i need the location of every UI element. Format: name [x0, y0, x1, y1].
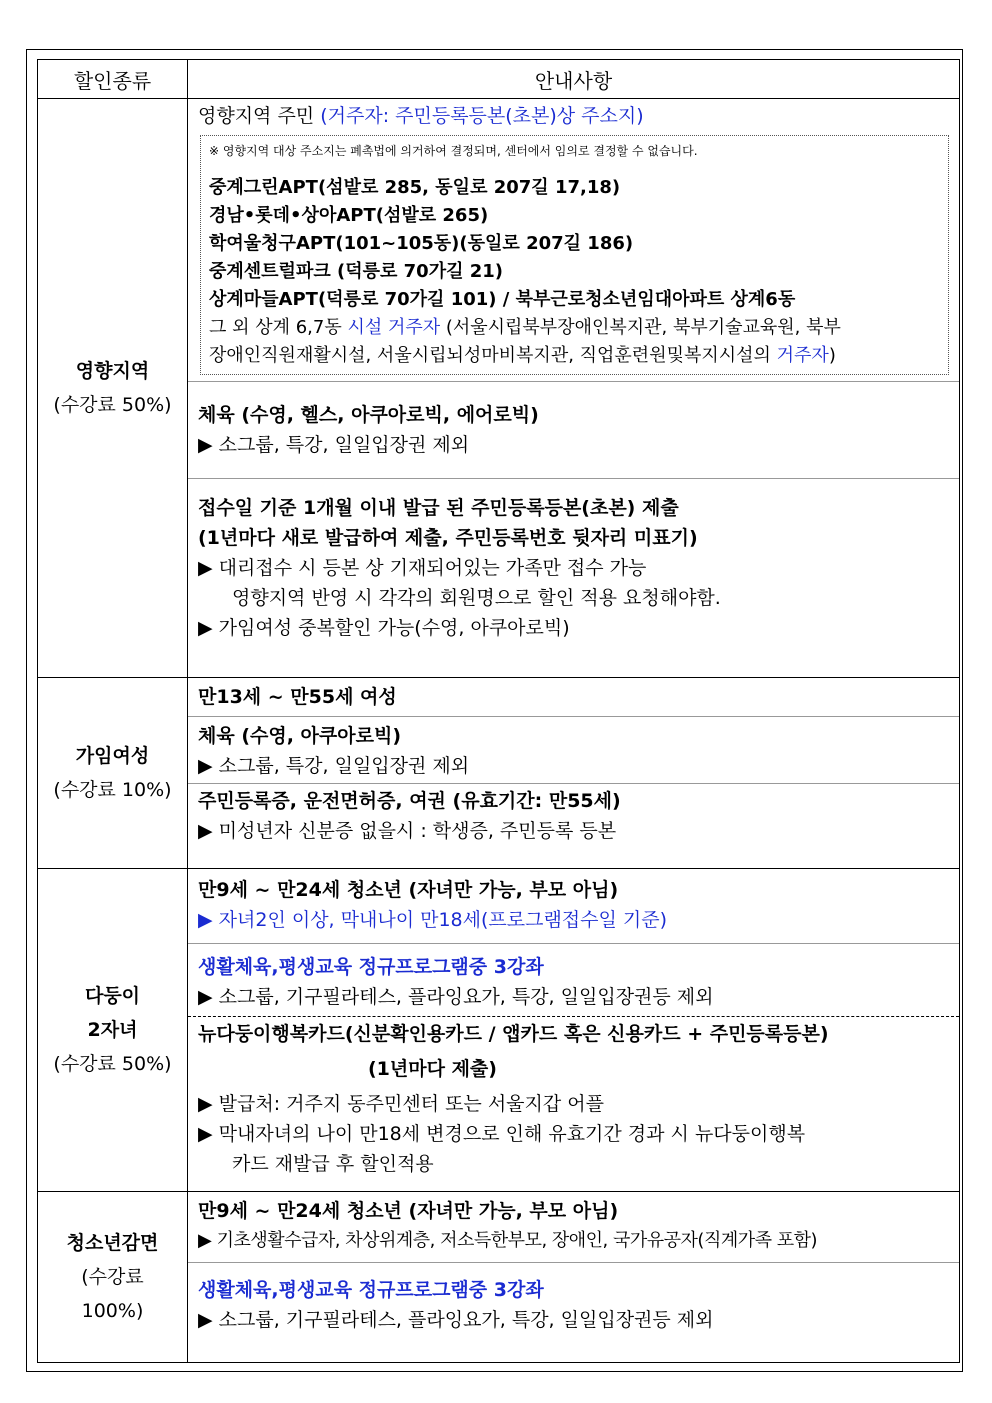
multi-prog-excl: ▶ 소그룹, 기구필라테스, 플라잉요가, 특강, 일일입장권등 제외 [198, 982, 949, 1012]
address-item: 상계마들APT(덕릉로 70가길 101) / 북부근로청소년임대아파트 상계6동 [209, 289, 796, 310]
address-item: 학여울청구APT(101~105동)(동일로 207길 186) [209, 233, 634, 254]
resident-note: (거주자: 주민등록등본(초본)상 주소지) [320, 105, 644, 127]
other-b: 시설 거주자 [347, 317, 441, 338]
youth-age-block [188, 1192, 959, 1262]
doc-line-5: ▶ 가임여성 중복할인 가능(수영, 아쿠아로빅) [198, 613, 949, 643]
affected-doc-block [188, 478, 959, 653]
affected-resident-block [188, 99, 959, 131]
multi-card-3: ▶ 발급처: 거주지 동주민센터 또는 서울지갑 어플 [198, 1089, 949, 1119]
youth-prog-block [188, 1262, 959, 1343]
row-multi [38, 869, 960, 1192]
women-content-cell [188, 678, 960, 869]
women-id-block [188, 783, 959, 850]
other-c: (서울시립북부장애인복지관, 북부기술교육원, 북부 [440, 317, 841, 338]
multi-prog-block [188, 943, 959, 1016]
women-title: 가임여성 [75, 745, 150, 767]
address-item: 경남•롯데•상아APT(섬밭로 265) [209, 205, 489, 226]
affected-sport-excl: ▶ 소그룹, 특강, 일일입장권 제외 [198, 430, 949, 460]
other-e: 거주자 [776, 345, 829, 366]
doc-line-4: 영향지역 반영 시 각각의 회원명으로 할인 적용 요청해야함. [232, 587, 721, 609]
women-label-cell [38, 678, 188, 869]
header-guide: 안내사항 [188, 60, 960, 99]
address-item: 중계센트럴파크 (덕릉로 70가길 21) [209, 261, 504, 282]
affected-sport-block [188, 381, 959, 478]
header-discount-type: 할인종류 [38, 60, 188, 99]
youth-rate-1: (수강료 [81, 1266, 144, 1288]
multi-card-5: 카드 재발급 후 할인적용 [232, 1153, 434, 1175]
row-affected [38, 99, 960, 678]
address-notice: ※ 영향지역 대상 주소지는 폐촉법에 의거하여 결정되며, 센터에서 임의로 결정할 수 없습니다. [209, 144, 698, 158]
multi-title-1: 다둥이 [84, 985, 141, 1007]
multi-content-cell [188, 869, 960, 1192]
affected-title: 영향지역 [75, 360, 150, 382]
address-item: 중계그린APT(섬밭로 285, 동일로 207길 17,18) [209, 177, 621, 198]
youth-age: 만9세 ~ 만24세 청소년 (자녀만 가능, 부모 아님) [198, 1200, 619, 1222]
multi-card-2: (1년마다 제출) [368, 1058, 497, 1080]
women-rate: (수강료 10%) [53, 779, 172, 801]
women-sport: 체육 (수영, 아쿠아로빅) [198, 725, 402, 747]
multi-card-4: ▶ 막내자녀의 나이 만18세 변경으로 인해 유효기간 경과 시 뉴다둥이행복 [198, 1119, 949, 1149]
doc-line-3: ▶ 대리접수 시 등본 상 기재되어있는 가족만 접수 가능 [198, 553, 949, 583]
multi-cond: ▶ 자녀2인 이상, 막내나이 만18세(프로그램접수일 기준) [198, 905, 949, 935]
affected-rate: (수강료 50%) [53, 394, 172, 416]
other-d: 장애인직원재활시설, 서울시립뇌성마비복지관, 직업훈련원및복지시설의 [209, 345, 777, 366]
resident-label: 영향지역 주민 [198, 105, 315, 127]
address-box [200, 135, 949, 375]
youth-content-cell [188, 1192, 960, 1363]
youth-cond: ▶ 기초생활수급자, 차상위계층, 저소득한부모, 장애인, 국가유공자(직계가족 포함) [198, 1226, 949, 1256]
multi-card-1: 뉴다둥이행복카드(신분확인용카드 / 앱카드 혹은 신용카드 + 주민등록등본) [198, 1023, 829, 1045]
row-youth [38, 1192, 960, 1363]
multi-age: 만9세 ~ 만24세 청소년 (자녀만 가능, 부모 아님) [198, 879, 619, 901]
multi-age-block [188, 869, 959, 943]
affected-content-cell [188, 99, 960, 678]
youth-title: 청소년감면 [66, 1232, 159, 1254]
row-women [38, 678, 960, 869]
youth-label-cell [38, 1192, 188, 1363]
women-sport-excl: ▶ 소그룹, 특강, 일일입장권 제외 [198, 751, 949, 781]
other-f: ) [828, 345, 836, 366]
header-row [38, 60, 960, 99]
multi-rate: (수강료 50%) [53, 1053, 172, 1075]
women-age: 만13세 ~ 만55세 여성 [198, 686, 397, 708]
multi-prog: 생활체육,평생교육 정규프로그램중 3강좌 [198, 956, 544, 978]
women-id: 주민등록증, 운전면허증, 여권 (유효기간: 만55세) [198, 790, 621, 812]
affected-label-cell [38, 99, 188, 678]
youth-rate-2: 100%) [81, 1300, 144, 1322]
youth-prog-excl: ▶ 소그룹, 기구필라테스, 플라잉요가, 특강, 일일입장권등 제외 [198, 1305, 949, 1335]
doc-line-2: (1년마다 새로 발급하여 제출, 주민등록번호 뒷자리 미표기) [198, 527, 698, 549]
women-id-minor: ▶ 미성년자 신분증 없을시 : 학생증, 주민등록 등본 [198, 816, 949, 846]
multi-label-cell [38, 869, 188, 1192]
multi-title-2: 2자녀 [87, 1019, 138, 1041]
women-sport-block [188, 716, 959, 783]
other-a: 그 외 상계 6,7동 [209, 317, 348, 338]
doc-line-1: 접수일 기준 1개월 이내 발급 된 주민등록등본(초본) 제출 [198, 497, 679, 519]
discount-table [37, 59, 960, 1363]
multi-card-block [188, 1016, 959, 1181]
women-age-block [188, 678, 959, 716]
youth-prog: 생활체육,평생교육 정규프로그램중 3강좌 [198, 1279, 544, 1301]
affected-sport: 체육 (수영, 헬스, 아쿠아로빅, 에어로빅) [198, 404, 539, 426]
